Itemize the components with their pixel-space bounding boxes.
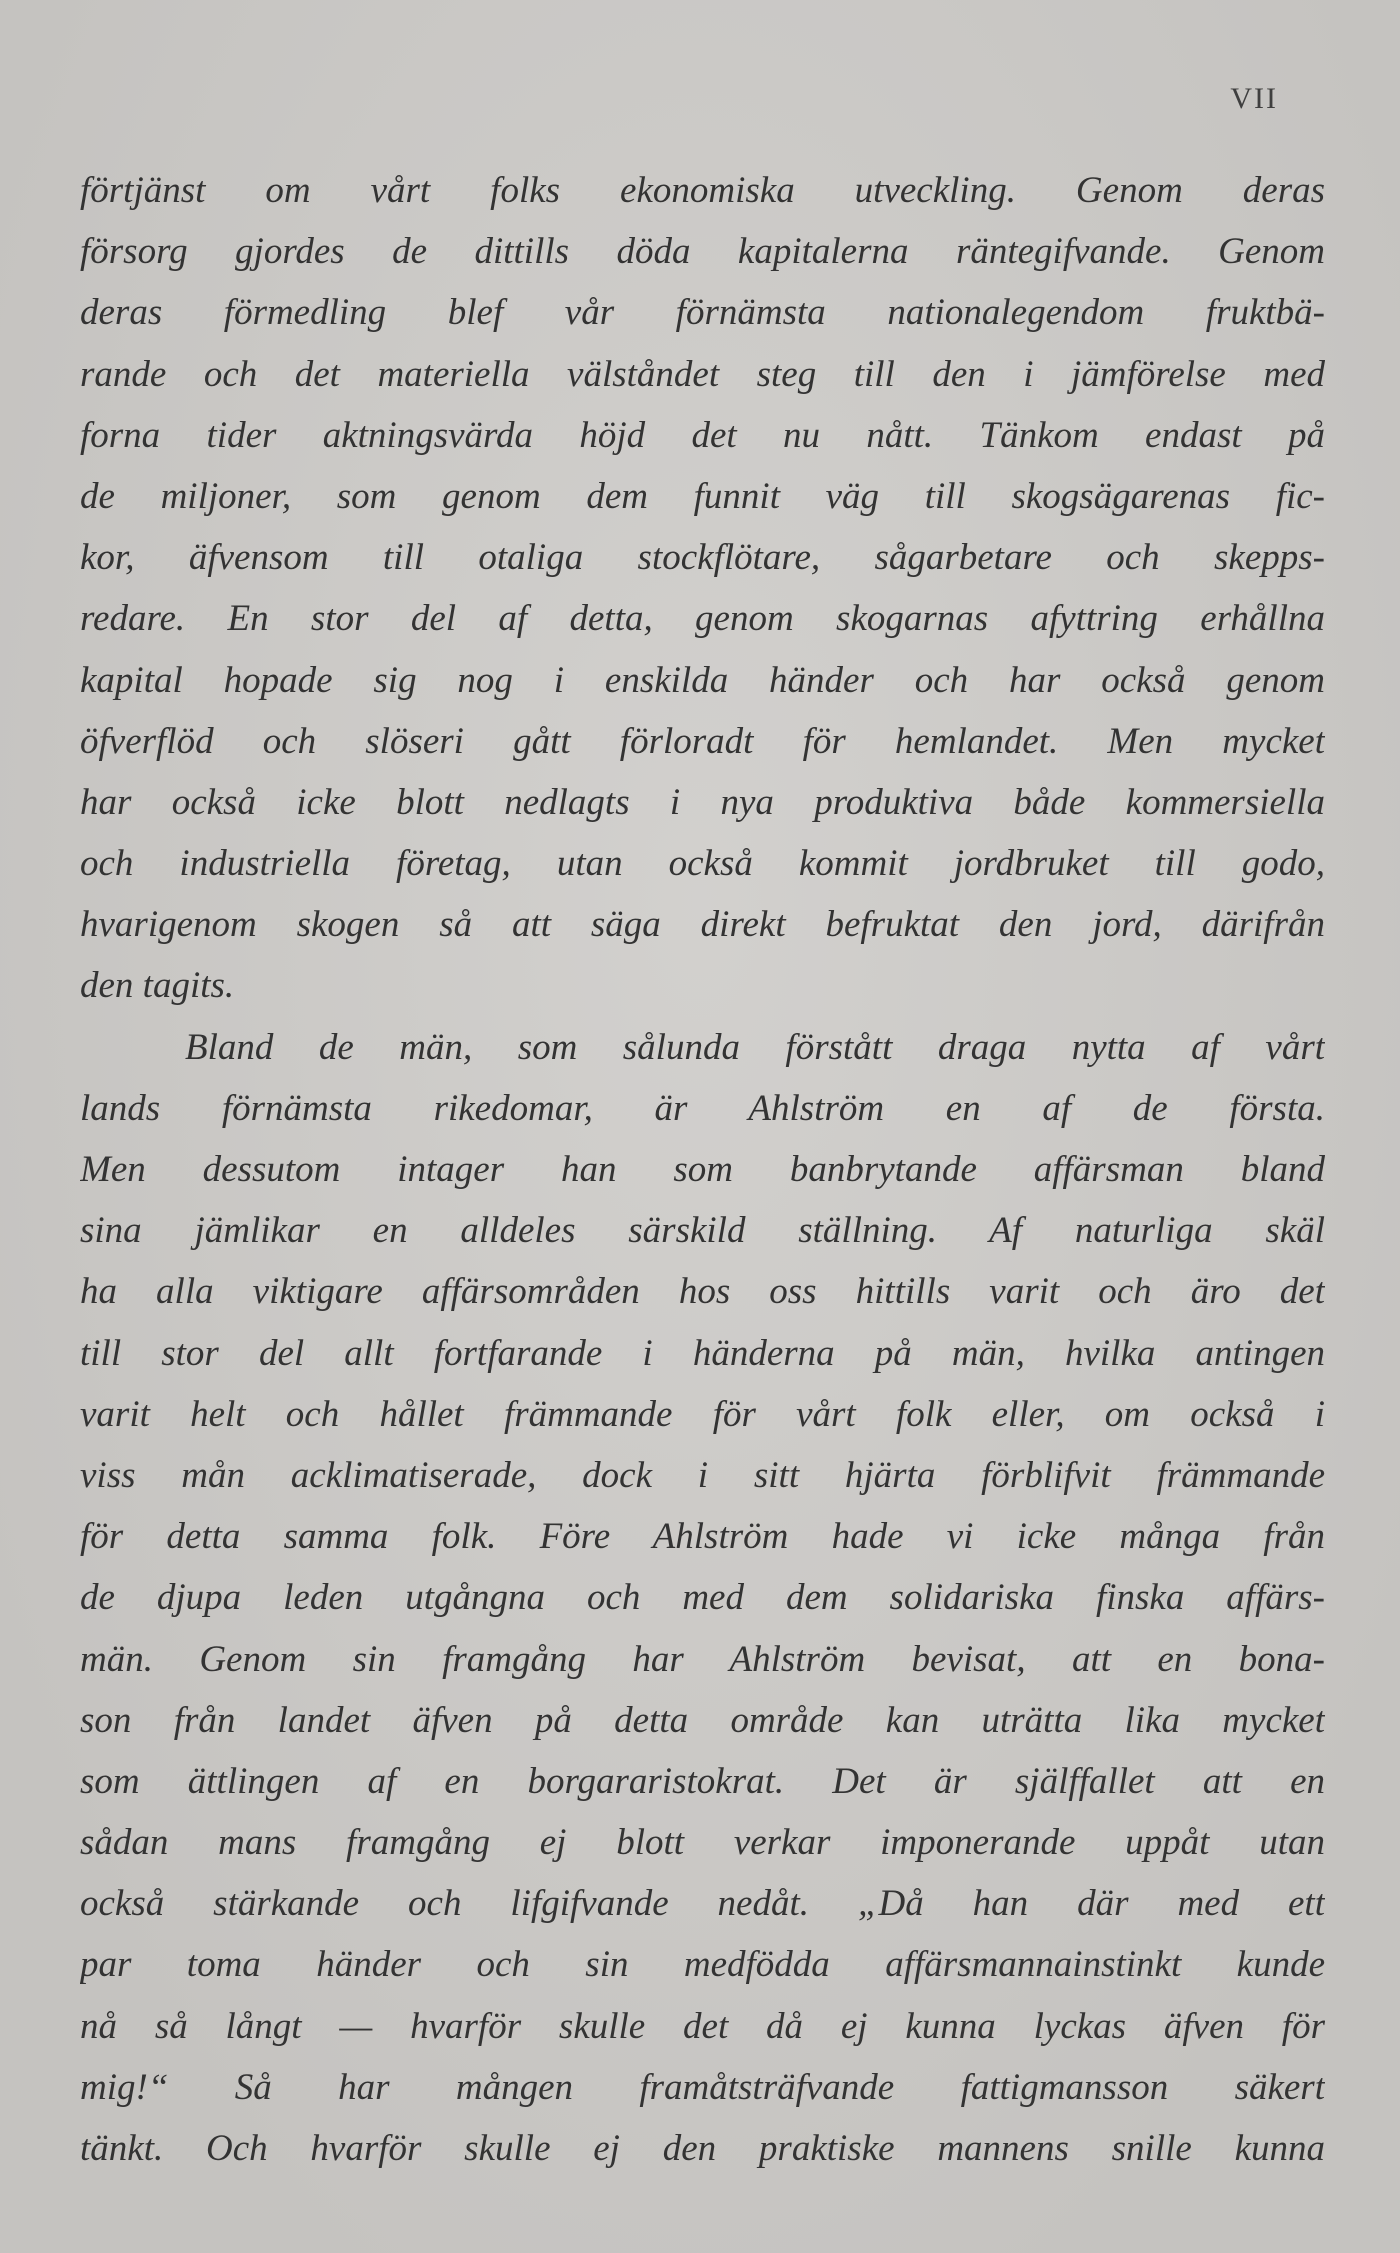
text-line: män. Genom sin framgång har Ahlström bevisat, att en bona-	[80, 1638, 1325, 1680]
text-line: den tagits.	[80, 965, 235, 1007]
text-line: nå så långt — hvarför skulle det då ej kunna lyckas äfven för	[80, 2005, 1325, 2047]
page-number: VII	[1230, 82, 1278, 115]
body-text	[80, 160, 1325, 2179]
text-line: sina jämlikar en alldeles särskild ställning. Af naturliga skäl	[80, 1210, 1325, 1252]
text-line: försorg gjordes de dittills döda kapitalerna räntegifvande. Genom	[80, 231, 1325, 273]
text-line: forna tider aktningsvärda höjd det nu nått. Tänkom endast på	[80, 414, 1325, 456]
text-line: ha alla viktigare affärsområden hos oss hittills varit och äro det	[80, 1271, 1325, 1313]
text-line: rande och det materiella välståndet steg till den i jämförelse med	[80, 353, 1325, 395]
text-line: son från landet äfven på detta område kan uträtta lika mycket	[80, 1699, 1325, 1741]
text-line: viss mån acklimatiserade, dock i sitt hjärta förblifvit främmande	[80, 1454, 1325, 1496]
text-line: redare. En stor del af detta, genom skogarnas afyttring erhållna	[80, 598, 1325, 640]
text-line: och industriella företag, utan också kommit jordbruket till godo,	[80, 843, 1325, 885]
text-line: till stor del allt fortfarande i händerna på män, hvilka antingen	[80, 1332, 1325, 1374]
text-line: de miljoner, som genom dem funnit väg till skogsägarenas fic-	[80, 475, 1325, 517]
text-line: förtjänst om vårt folks ekonomiska utveckling. Genom deras	[80, 170, 1325, 211]
text-line: hvarigenom skogen så att säga direkt befruktat den jord, därifrån	[80, 904, 1325, 946]
text-line: Men dessutom intager han som banbrytande affärsman bland	[80, 1149, 1325, 1190]
text-line: kapital hopade sig nog i enskilda händer och har också genom	[80, 659, 1325, 701]
text-line: också stärkande och lifgifvande nedåt. „Då han där med ett	[80, 1883, 1325, 1925]
text-line: deras förmedling blef vår förnämsta nationalegendom fruktbä-	[80, 292, 1325, 334]
text-line: som ättlingen af en borgararistokrat. Det är själffallet att en	[80, 1760, 1325, 1802]
text-line: har också icke blott nedlagts i nya produktiva både kommersiella	[80, 781, 1325, 823]
text-line: lands förnämsta rikedomar, är Ahlström en af de första.	[80, 1087, 1325, 1129]
text-line: sådan mans framgång ej blott verkar imponerande uppåt utan	[80, 1822, 1325, 1864]
text-line: kor, äfvensom till otaliga stockflötare, sågarbetare och skepps-	[80, 537, 1325, 579]
text-line: öfverflöd och slöseri gått förloradt för hemlandet. Men mycket	[80, 720, 1325, 762]
text-line: par toma händer och sin medfödda affärsmannainstinkt kunde	[80, 1944, 1325, 1986]
text-line: varit helt och hållet främmande för vårt folk eller, om också i	[80, 1393, 1325, 1435]
text-line: för detta samma folk. Före Ahlström hade vi icke många från	[80, 1516, 1325, 1558]
text-line: Bland de män, som sålunda förstått draga nytta af vårt	[185, 1026, 1325, 1068]
text-line: mig!“ Så har mången framåtsträfvande fattigmansson säkert	[80, 2066, 1325, 2108]
text-line: de djupa leden utgångna och med dem solidariska finska affärs-	[80, 1577, 1325, 1619]
text-line: tänkt. Och hvarför skulle ej den praktiske mannens snille kunna	[80, 2128, 1325, 2169]
